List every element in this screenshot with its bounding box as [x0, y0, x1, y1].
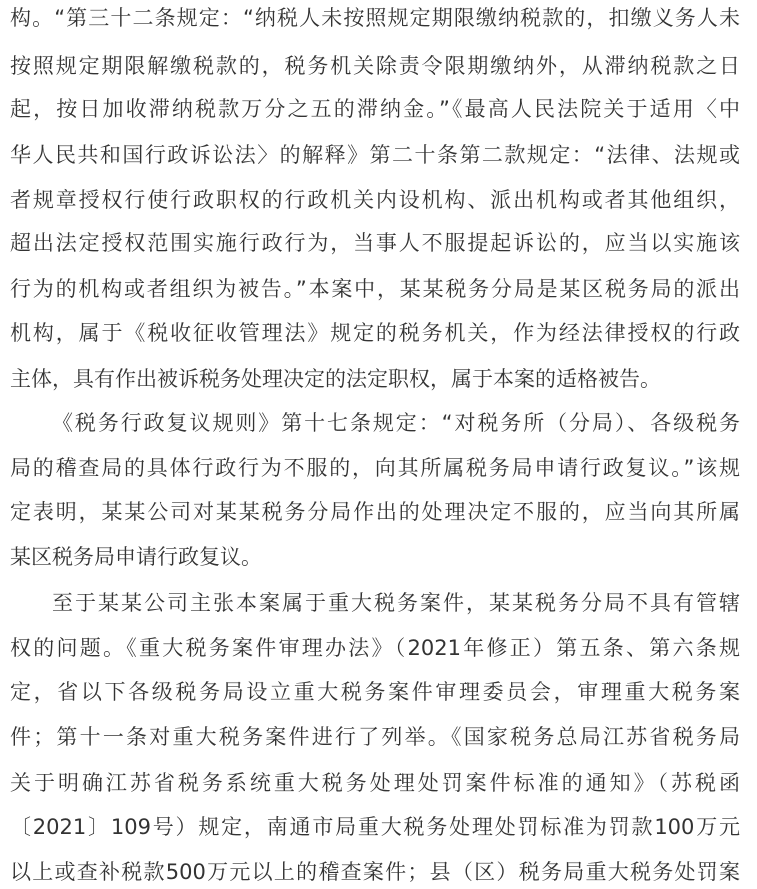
paragraph-1-line-7: 行为的机构或者组织为被告。”本案中，某某税务分局是某区税务局的派出	[10, 277, 740, 301]
paragraph-1-line-8: 机构，属于《税收征收管理法》规定的税务机关，作为经法律授权的行政	[10, 321, 740, 345]
paragraph-3-line-7: 以上或查补税款500万元以上的稽查案件；县（区）税务局重大税务处罚案	[10, 860, 740, 884]
paragraph-2-line-3: 定表明，某某公司对某某税务分局作出的处理决定不服的，应当向其所属	[10, 500, 740, 524]
paragraph-2-line-4: 某区税务局申请行政复议。	[10, 545, 262, 569]
paragraph-1-line-4: 华人民共和国行政诉讼法〉的解释》第二十条第二款规定：“法律、法规或	[10, 143, 740, 167]
paragraph-3-line-1: 至于某某公司主张本案属于重大税务案件，某某税务分局不具有管辖	[52, 591, 740, 615]
paragraph-3-line-4: 件；第十一条对重大税务案件进行了列举。《国家税务总局江苏省税务局	[10, 725, 740, 749]
paragraph-2-line-1: 《税务行政复议规则》第十七条规定：“对税务所（分局）、各级税务	[52, 411, 740, 435]
paragraph-1-line-3: 起，按日加收滞纳税款万分之五的滞纳金。”《最高人民法院关于适用〈中	[10, 97, 740, 121]
paragraph-1-line-5: 者规章授权行使行政职权的行政机关内设机构、派出机构或者其他组织，	[10, 188, 740, 212]
paragraph-1-line-9: 主体，具有作出被诉税务处理决定的法定职权，属于本案的适格被告。	[10, 367, 661, 391]
paragraph-3-line-2: 权的问题。《重大税务案件审理办法》（2021年修正）第五条、第六条规	[10, 636, 740, 660]
paragraph-3-line-5: 关于明确江苏省税务系统重大税务处理处罚案件标准的通知》（苏税函	[10, 771, 740, 795]
paragraph-1-line-2: 按照规定期限解缴税款的，税务机关除责令限期缴纳外，从滞纳税款之日	[10, 54, 740, 78]
paragraph-3-line-6: 〔2021〕109号）规定，南通市局重大税务处理处罚标准为罚款100万元	[10, 815, 740, 839]
paragraph-2-line-2: 局的稽查局的具体行政行为不服的，向其所属税务局申请行政复议。”该规	[10, 456, 740, 480]
paragraph-1-line-6: 超出法定授权范围实施行政行为，当事人不服提起诉讼的，应当以实施该	[10, 231, 740, 255]
paragraph-3-line-3: 定，省以下各级税务局设立重大税务案件审理委员会，审理重大税务案	[10, 680, 740, 704]
paragraph-1-line-1: 构。“第三十二条规定：“纳税人未按照规定期限缴纳税款的，扣缴义务人未	[10, 6, 740, 30]
